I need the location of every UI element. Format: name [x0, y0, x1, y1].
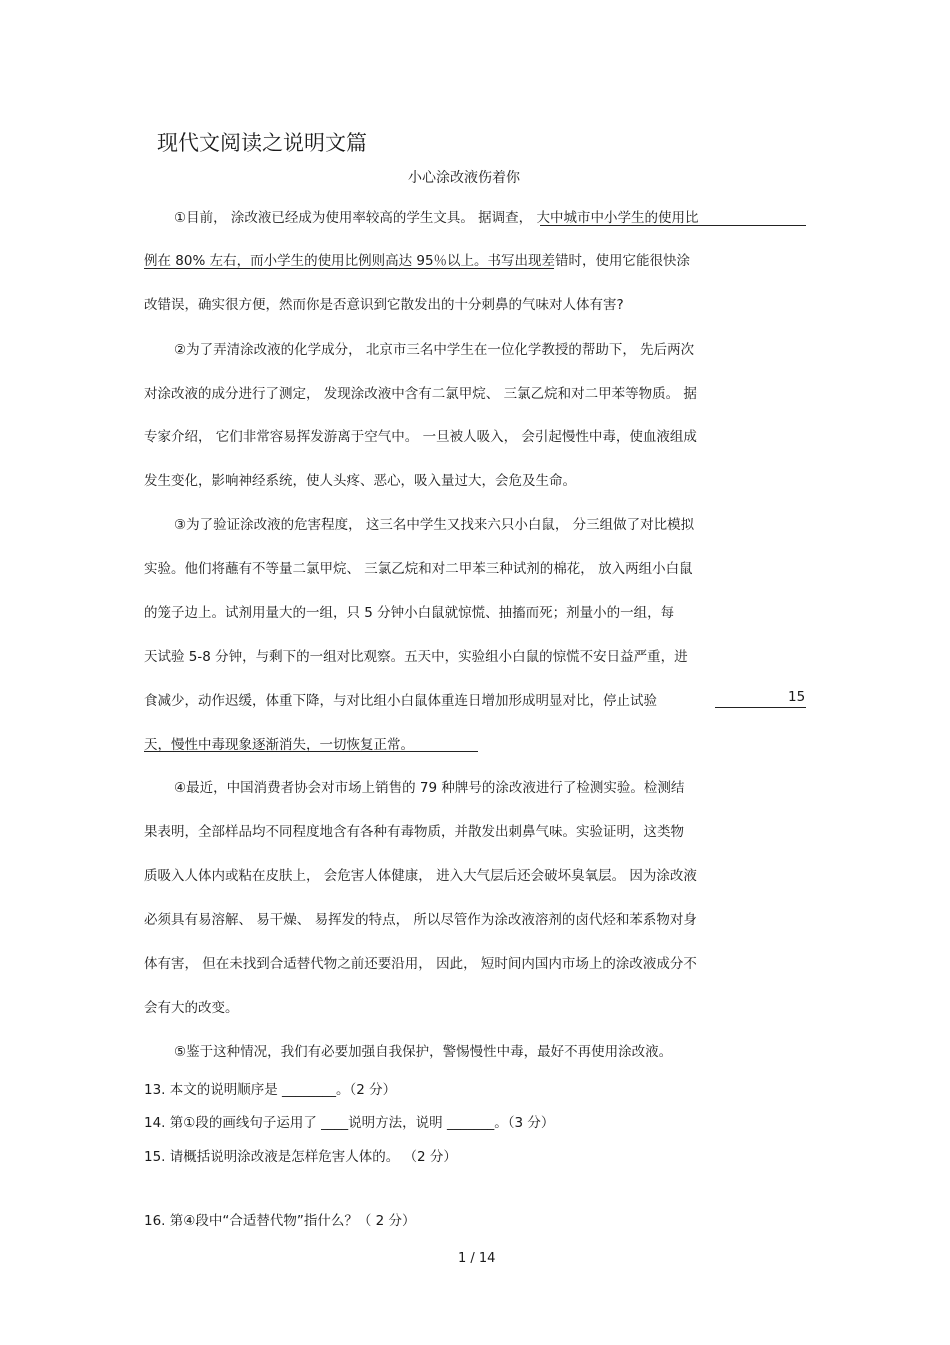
question-14: 14. 第①段的画线句子运用了 ____说明方法，说明 _______。（3 分） — [144, 1115, 555, 1131]
paragraph-line: 体有害， 但在未找到合适替代物之前还要沿用， 因此， 短时间内国内市场上的涂改液成分不 — [144, 956, 697, 972]
text-underline — [144, 751, 478, 752]
paragraph-line: 的笼子边上。试剂用量大的一组，只 5 分钟小白鼠就惊慌、抽搐而死；剂量小的一组，每 — [144, 605, 675, 621]
question-16: 16. 第④段中“合适替代物”指什么？（ 2 分） — [144, 1213, 416, 1229]
paragraph-line: 实验。他们将蘸有不等量二氯甲烷、 三氯乙烷和对二甲苯三种试剂的棉花， 放入两组小白鼠 — [144, 561, 693, 577]
paragraph-line: 必须具有易溶解、 易干燥、 易挥发的特点， 所以尽管作为涂改液溶剂的卤代烃和苯系物对身 — [144, 912, 697, 928]
paragraph-line: 食减少，动作迟缓，体重下降，与对比组小白鼠体重连日增加形成明显对比，停止试验 — [144, 693, 657, 709]
text-underline — [540, 225, 806, 226]
question-13: 13. 本文的说明顺序是 ________。（2 分） — [144, 1082, 397, 1098]
text-underline — [144, 268, 554, 269]
paragraph-line: 例在 80% 左右，而小学生的使用比例则高达 95％以上。书写出现差错时，使用它能很快涂 — [144, 253, 691, 269]
line-end-number: 15 — [788, 689, 806, 705]
paragraph-line: ④最近，中国消费者协会对市场上销售的 79 种牌号的涂改液进行了检测实验。检测结 — [174, 780, 685, 796]
article-title: 小心涂改液伤着你 — [408, 170, 520, 186]
paragraph-line: 专家介绍， 它们非常容易挥发游离于空气中。 一旦被人吸入， 会引起慢性中毒，使血液组成 — [144, 429, 697, 445]
document-heading: 现代文阅读之说明文篇 — [157, 131, 367, 155]
paragraph-line: 质吸入人体内或粘在皮肤上， 会危害人体健康， 进入大气层后还会破坏臭氧层。 因为涂改液 — [144, 868, 697, 884]
paragraph-line: 发生变化，影响神经系统，使人头疼、恶心，吸入量过大，会危及生命。 — [144, 473, 576, 489]
page-number: 1 / 14 — [458, 1251, 496, 1266]
text-underline — [715, 707, 806, 708]
paragraph-line: ③为了验证涂改液的危害程度， 这三名中学生又找来六只小白鼠， 分三组做了对比模拟 — [174, 517, 695, 533]
paragraph-line: ②为了弄清涂改液的化学成分， 北京市三名中学生在一位化学教授的帮助下， 先后两次 — [174, 342, 695, 358]
paragraph-line: 天试验 5-8 分钟，与剩下的一组对比观察。五天中，实验组小白鼠的惊慌不安日益严重，进 — [144, 649, 688, 665]
paragraph-line: 对涂改液的成分进行了测定， 发现涂改液中含有二氯甲烷、 三氯乙烷和对二甲苯等物质。 据 — [144, 386, 697, 402]
paragraph-line: 天，慢性中毒现象逐渐消失，一切恢复正常。 — [144, 737, 414, 753]
paragraph-line: 果表明，全部样品均不同程度地含有各种有毒物质，并散发出刺鼻气味。实验证明，这类物 — [144, 824, 684, 840]
paragraph-line: 改错误，确实很方便，然而你是否意识到它散发出的十分刺鼻的气味对人体有害? — [144, 297, 624, 313]
paragraph-line: ①目前， 涂改液已经成为使用率较高的学生文具。 据调查， 大中城市中小学生的使用比 — [174, 210, 699, 226]
question-15: 15. 请概括说明涂改液是怎样危害人体的。 （2 分） — [144, 1149, 457, 1165]
paragraph-line: ⑤鉴于这种情况，我们有必要加强自我保护，警惕慢性中毒，最好不再使用涂改液。 — [174, 1044, 673, 1060]
paragraph-line: 会有大的改变。 — [144, 1000, 239, 1016]
